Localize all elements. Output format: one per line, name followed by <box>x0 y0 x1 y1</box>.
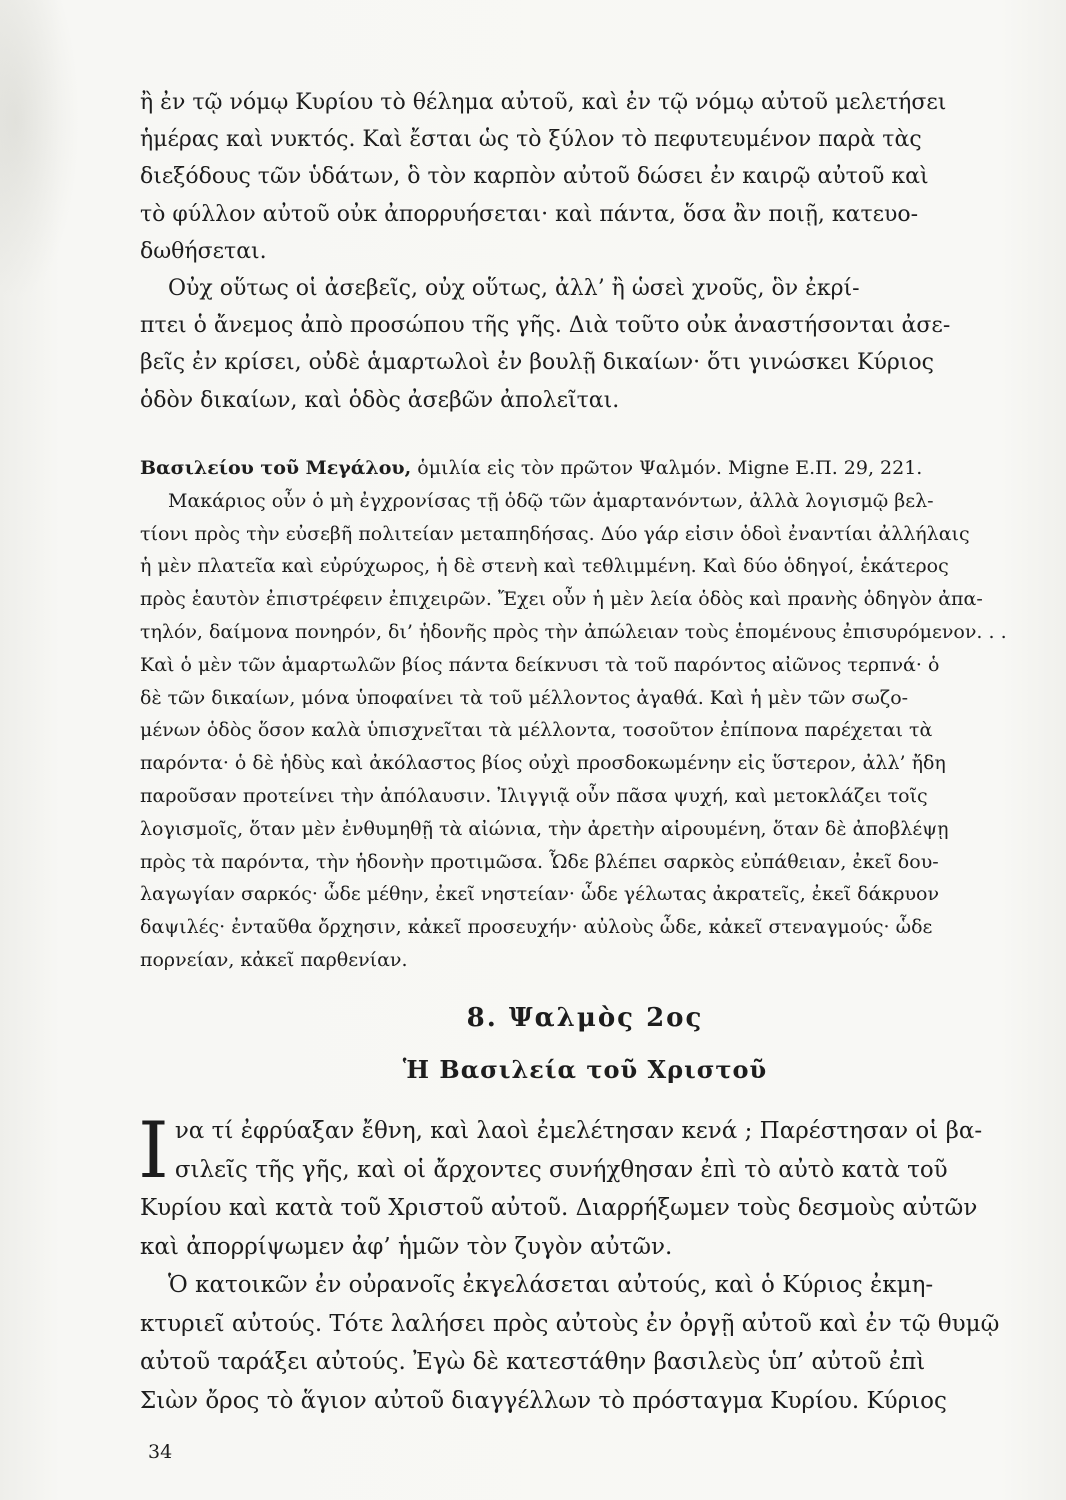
text-line: Καὶ ὁ μὲν τῶν ἁμαρτωλῶν βίος πάντα δείκνυσι τὰ τοῦ παρόντος αἰῶνος τερπνά· ὁ <box>140 653 940 676</box>
text-line: λογισμοῖς, ὅταν μὲν ἐνθυμηθῇ τὰ αἰώνια, τὴν ἀρετὴν αἱρουμένη, ὅταν δὲ ἀποβλέψῃ <box>140 817 949 840</box>
text-line: παρόντα· ὁ δὲ ἡδὺς καὶ ἀκόλαστος βίος οὐχὶ προσδοκωμένην εἰς ὕστερον, ἀλλ’ ἤδη <box>140 752 946 775</box>
text-line: δωθήσεται. <box>140 238 267 264</box>
source-citation <box>140 452 1030 485</box>
text-line: αὐτοῦ ταράξει αὐτούς. Ἐγὼ δὲ κατεστάθην βασιλεὺς ὑπ’ αὐτοῦ ἐπὶ <box>140 1349 926 1375</box>
text-line: Σιὼν ὄρος τὸ ἅγιον αὐτοῦ διαγγέλλων τὸ πρόσταγμα Κυρίου. Κύριος <box>140 1387 947 1414</box>
psalm-1-passage <box>140 84 1030 419</box>
text-line: Οὐχ οὕτως οἱ ἀσεβεῖς, οὐχ οὕτως, ἀλλ’ ἢ ὡσεὶ χνοῦς, ὃν ἐκρί- <box>168 276 860 302</box>
text-line: πρὸς ἑαυτὸν ἐπιστρέφειν ἐπιχειρῶν. Ἔχει οὖν ἡ μὲν λεία ὁδὸς καὶ πρανὴς ὁδηγὸν ἀπα- <box>140 588 983 611</box>
text-line: τηλόν, δαίμονα πονηρόν, δι’ ἡδονῆς πρὸς τὴν ἀπώλειαν τοὺς ἑπομένους ἐπισυρόμενον. . . <box>140 620 1007 643</box>
text-line: κτυριεῖ αὐτούς. Τότε λαλήσει πρὸς αὐτοὺς ἐν ὀργῇ αὐτοῦ καὶ ἐν τῷ θυμῷ <box>140 1310 1000 1337</box>
text-line: διεξόδους τῶν ὑδάτων, ὃ τὸν καρπὸν αὐτοῦ δώσει ἐν καιρῷ αὐτοῦ καὶ <box>140 164 929 190</box>
page-number: 34 <box>148 1441 173 1463</box>
basil-commentary <box>140 452 1030 977</box>
text-line: Κυρίου καὶ κατὰ τοῦ Χριστοῦ αὐτοῦ. Διαρρήξωμεν τοὺς δεσμοὺς αὐτῶν <box>140 1195 978 1221</box>
text-line: πτει ὁ ἄνεμος ἀπὸ προσώπου τῆς γῆς. Διὰ τοῦτο οὐκ ἀναστήσονται ἀσε- <box>140 313 951 339</box>
text-line: ἡμέρας καὶ νυκτός. Καὶ ἔσται ὡς τὸ ξύλον τὸ πεφυτευμένον παρὰ τὰς <box>140 127 922 153</box>
text-line: να τί ἐφρύαξαν ἔθνη, καὶ λαοὶ ἐμελέτησαν κενά ; Παρέστησαν οἱ βα- <box>174 1118 983 1144</box>
text-line: Ὁ κατοικῶν ἐν οὐρανοῖς ἐκγελάσεται αὐτούς, καὶ ὁ Κύριος ἐκμη- <box>168 1272 934 1298</box>
text-line: δὲ τῶν δικαίων, μόνα ὑποφαίνει τὰ τοῦ μέλλοντος ἀγαθά. Καὶ ἡ μὲν τῶν σωζο- <box>140 686 909 709</box>
text-line: μένων ὁδὸς ὅσον καλὰ ὑπισχνεῖται τὰ μέλλοντα, τοσοῦτον ἐπίπονα παρέχεται τὰ <box>140 719 933 742</box>
text-line: δαψιλές· ἐνταῦθα ὄρχησιν, κἀκεῖ προσευχήν· αὐλοὺς ὧδε, κἀκεῖ στεναγμούς· ὧδε <box>140 916 933 939</box>
text-line: ἡ μὲν πλατεῖα καὶ εὐρύχωρος, ἡ δὲ στενὴ καὶ τεθλιμμένη. Καὶ δύο ὁδηγοί, ἑκάτερος <box>140 555 949 578</box>
text-line: λαγωγίαν σαρκός· ὧδε μέθην, ἐκεῖ νηστείαν· ὧδε γέλωτας ἀκρατεῖς, ἐκεῖ δάκρυον <box>140 883 940 906</box>
text-line: ὁδὸν δικαίων, καὶ ὁδὸς ἀσεβῶν ἀπολεῖται. <box>140 387 620 413</box>
section-subtitle: Ἡ Βασιλεία τοῦ Χριστοῦ <box>402 1055 768 1084</box>
text-line: βεῖς ἐν κρίσει, οὐδὲ ἁμαρτωλοὶ ἐν βουλῇ δικαίων· ὅτι γινώσκει Κύριος <box>140 350 934 376</box>
text-line: σιλεῖς τῆς γῆς, καὶ οἱ ἄρχοντες συνήχθησαν ἐπὶ τὸ αὐτὸ κατὰ τοῦ <box>174 1156 948 1183</box>
section-heading: 8. Ψαλμὸς 2ος <box>466 1003 704 1033</box>
text-line: καὶ ἀπορρίψωμεν ἀφ’ ἡμῶν τὸν ζυγὸν αὐτῶν. <box>140 1233 673 1260</box>
drop-cap: Ι <box>138 1106 169 1196</box>
psalm-2-passage <box>138 1106 1030 1420</box>
text-line: ἢ ἐν τῷ νόμῳ Κυρίου τὸ θέλημα αὐτοῦ, καὶ ἐν τῷ νόμῳ αὐτοῦ μελετήσει <box>140 90 947 115</box>
text-line: Μακάριος οὖν ὁ μὴ ἐγχρονίσας τῇ ὁδῷ τῶν ἁμαρτανόντων, ἀλλὰ λογισμῷ βελ- <box>168 489 934 512</box>
text-line: παροῦσαν προτείνει τὴν ἀπόλαυσιν. Ἰλιγγιᾷ οὖν πᾶσα ψυχή, καὶ μετοκλάζει τοῖς <box>140 784 928 807</box>
author-name: Βασιλείου τοῦ Μεγάλου, <box>140 457 412 479</box>
page-edge-shadow <box>0 0 80 300</box>
text-line: πρὸς τὰ παρόντα, τὴν ἡδονὴν προτιμῶσα. Ὧδε βλέπει σαρκὸς εὐπάθειαν, ἐκεῖ δου- <box>140 850 939 873</box>
source-reference: ὁμιλία εἰς τὸν πρῶτον Ψαλμόν. Migne Ε.Π. 29, 221. <box>411 457 923 479</box>
text-line: πορνείαν, κἀκεῖ παρθενίαν. <box>140 948 408 971</box>
text-line: τὸ φύλλον αὐτοῦ οὐκ ἀπορρυήσεται· καὶ πάντα, ὅσα ἂν ποιῇ, κατευο- <box>140 201 919 227</box>
text-line: τίονι πρὸς τὴν εὐσεβῆ πολιτείαν μεταπηδήσας. Δύο γάρ εἰσιν ὁδοὶ ἐναντίαι ἀλλήλαις <box>140 522 970 545</box>
